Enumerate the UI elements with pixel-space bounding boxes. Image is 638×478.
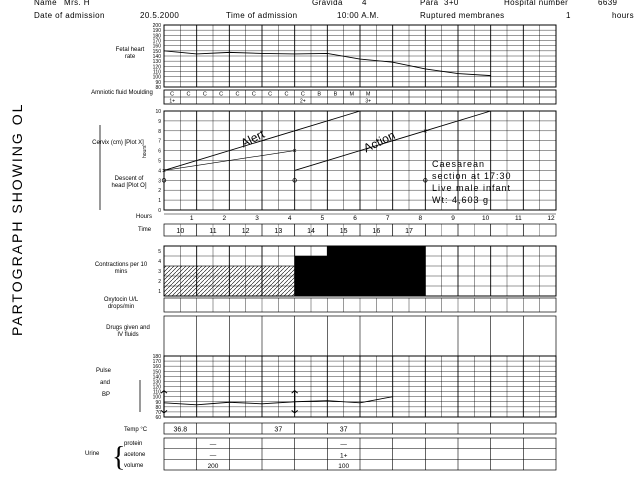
pulse-and: and <box>100 380 111 386</box>
cervix-tick: 6 <box>158 148 161 155</box>
contraction-bar <box>393 246 426 296</box>
para-value: 3+0 <box>444 0 459 7</box>
cervix-hours-side: hours <box>142 145 148 158</box>
moulding-cell: 3+ <box>365 98 372 105</box>
contractions-label: Contractions per 10 mins <box>94 262 148 275</box>
fetal-tick: 180 <box>152 33 161 40</box>
pulse-tick: 60 <box>155 415 161 421</box>
cervix-tick: 1 <box>158 198 161 205</box>
contractions-tick: 3 <box>158 269 161 275</box>
urine-cell: — <box>209 441 217 449</box>
contraction-bar <box>295 256 328 296</box>
urine-protein-label: protein <box>124 441 143 447</box>
note-line-4: Wt: 4,603 g <box>432 195 490 205</box>
oxytocin-label: Oxytocin U/L drops/min <box>103 297 139 310</box>
membranes-label: Ruptured membranes <box>420 11 505 20</box>
urine-volume-label: volume <box>124 463 144 469</box>
time-value: 10:00 A.M. <box>337 11 380 20</box>
time-cell: 12 <box>241 228 250 235</box>
pulse-tick: 80 <box>155 404 161 411</box>
urine-cell: 100 <box>338 463 350 470</box>
pulse-tick: 90 <box>155 399 161 406</box>
temp-cell: 37 <box>274 426 283 434</box>
dilatation-mark: × <box>292 148 297 156</box>
cervix-tick: 10 <box>155 109 161 115</box>
hour-tick: 12 <box>547 215 555 222</box>
pulse-tick: 160 <box>152 364 161 371</box>
fetal-tick: 140 <box>152 54 161 60</box>
time-cell: 15 <box>339 228 348 235</box>
liquor-cell: M <box>365 91 371 98</box>
liquor-cell: B <box>317 91 322 98</box>
hospital-label: Hospital number <box>504 0 569 7</box>
time-cell: 10 <box>176 228 185 235</box>
contractions-tick: 5 <box>158 249 161 255</box>
time-cell: 13 <box>274 228 283 235</box>
descent-label: Descent of head [Plot O] <box>111 176 147 189</box>
cervix-tick: 4 <box>158 168 161 175</box>
hour-tick: 3 <box>255 215 259 222</box>
name-value: Mrs. H <box>64 0 90 7</box>
urine-label: Urine <box>85 451 100 457</box>
liquor-cell: C <box>284 91 289 98</box>
fetal-tick: 200 <box>152 23 161 29</box>
cervix-label: Cervix (cm) [Plot X] <box>92 140 144 146</box>
pulse-tick: 110 <box>153 389 161 396</box>
time-row-label: Time <box>138 227 152 233</box>
pulse-tick: 170 <box>152 359 161 366</box>
time-cell: 17 <box>405 228 413 235</box>
temp-cell: 36.8 <box>173 426 188 434</box>
urine-cell: 1+ <box>339 452 348 460</box>
urine-cell: — <box>340 441 347 449</box>
hour-tick: 10 <box>482 215 490 222</box>
para-label: Para <box>420 0 439 7</box>
hospital-value: 6639 <box>598 0 618 7</box>
liquor-cell: C <box>300 91 305 98</box>
pulse-tick: 100 <box>152 394 161 401</box>
pulse-tick: 150 <box>152 369 161 376</box>
pulse-tick: 180 <box>152 354 161 360</box>
hours-tail: hours <box>612 11 635 20</box>
cervix-tick: 7 <box>158 138 161 145</box>
liquor-cell: C <box>219 91 224 98</box>
time-cell: 16 <box>372 228 381 235</box>
membranes-value: 1 <box>566 11 571 20</box>
note-line-1: Caesarean <box>432 159 486 169</box>
date-value: 20.5.2000 <box>140 11 180 20</box>
contraction-bar <box>197 266 230 296</box>
side-title: PARTOGRAPH SHOWING OL <box>9 102 25 336</box>
contraction-bar <box>360 246 393 296</box>
fetal-tick: 190 <box>152 28 161 35</box>
fetal-tick: 150 <box>152 48 161 55</box>
liquor-cell: C <box>202 91 207 98</box>
cervix-tick: 5 <box>158 158 161 165</box>
fetal-tick: 160 <box>152 43 161 50</box>
contractions-tick: 2 <box>158 279 161 285</box>
fetal-tick: 110 <box>153 69 161 76</box>
moulding-cell: 2+ <box>299 98 306 105</box>
liquor-cell: C <box>251 91 256 98</box>
fetal-tick: 100 <box>152 74 161 81</box>
liquor-cell: C <box>186 91 191 98</box>
contractions-tick: 1 <box>158 289 161 295</box>
pulse-tick: 70 <box>155 409 161 416</box>
liquor-cell: C <box>235 91 240 98</box>
dilatation-mark: × <box>423 128 428 136</box>
liquor-cell: B <box>333 91 338 98</box>
fetal-tick: 80 <box>155 85 161 91</box>
cervix-tick: 9 <box>158 118 161 125</box>
urine-cell: — <box>209 452 217 460</box>
bp-label: BP <box>102 392 111 398</box>
pulse-tick: 120 <box>152 384 161 391</box>
contraction-bar <box>229 266 262 296</box>
urine-acetone-label: acetone <box>124 452 146 458</box>
hour-tick: 2 <box>222 215 227 222</box>
time-cell: 14 <box>307 228 315 235</box>
hour-tick: 1 <box>189 215 194 222</box>
hour-tick: 9 <box>451 215 455 222</box>
liquor-cell: C <box>170 91 175 98</box>
cervix-tick: 3 <box>158 178 161 185</box>
name-label: Name <box>34 0 57 7</box>
time-cell: 11 <box>209 228 217 235</box>
temp-cell: 37 <box>339 426 348 434</box>
drugs-label: Drugs given and IV fluids <box>106 325 150 338</box>
fetal-tick: 90 <box>155 79 161 86</box>
moulding-cell: 1+ <box>169 98 176 105</box>
urine-brace: { <box>112 442 126 473</box>
pulse-tick: 130 <box>152 379 161 386</box>
liquor-cell: M <box>349 91 355 98</box>
contraction-bar <box>262 266 295 296</box>
hour-tick: 4 <box>287 215 292 222</box>
hours-label: Hours <box>136 214 153 220</box>
contraction-bar <box>164 266 197 296</box>
cervix-tick: 0 <box>158 208 161 214</box>
hour-tick: 5 <box>320 215 325 222</box>
hour-tick: 7 <box>385 215 390 222</box>
contractions-tick: 4 <box>158 259 161 265</box>
hour-tick: 8 <box>418 215 423 222</box>
note-line-2: section at 17:30 <box>432 171 512 181</box>
pulse-label: Pulse <box>96 368 112 374</box>
temp-label: Temp °C <box>124 427 148 433</box>
time-label: Time of admission <box>226 11 298 20</box>
alert-text: Alert <box>238 126 267 151</box>
liquor-cell: C <box>268 91 273 98</box>
fetal-label: Fetal heart rate <box>115 47 145 60</box>
liquor-label: Amniotic fluid Moulding <box>91 90 153 96</box>
gravida-value: 4 <box>362 0 367 7</box>
gravida-label: Gravida <box>312 0 343 7</box>
fetal-tick: 120 <box>152 64 161 71</box>
dilatation-mark: × <box>161 167 167 175</box>
hour-tick: 6 <box>353 215 357 222</box>
hour-tick: 11 <box>514 215 522 222</box>
fetal-tick: 130 <box>152 59 161 66</box>
urine-cell: 200 <box>207 463 219 470</box>
cervix-tick: 2 <box>158 188 161 195</box>
date-label: Date of admission <box>34 11 105 20</box>
cervix-tick: 8 <box>158 128 161 135</box>
fetal-tick: 170 <box>152 38 161 45</box>
pulse-tick: 140 <box>152 374 161 381</box>
note-line-3: Live male infant <box>432 183 512 193</box>
action-text: Action <box>361 128 398 156</box>
contraction-bar <box>327 246 360 296</box>
